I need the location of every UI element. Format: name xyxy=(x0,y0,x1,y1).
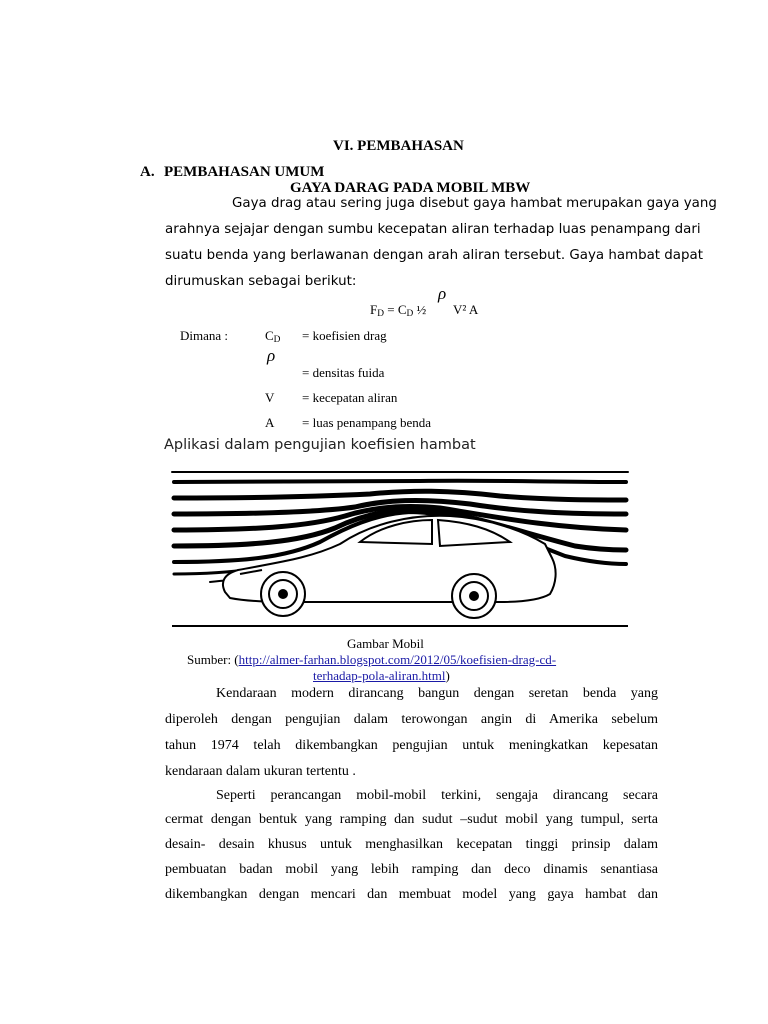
para1-line-1: Gaya drag atau sering juga disebut gaya hambat merupakan gaya yang xyxy=(232,196,717,211)
para2-line-3: tahun 1974 telah dikembangkan pengujian untuk meningkatkan kepesatan xyxy=(165,738,658,753)
definition-text: = densitas fuida xyxy=(302,365,385,380)
car-flow-figure xyxy=(170,462,632,634)
definition-symbol: A xyxy=(265,415,275,430)
figure-source-cont: terhadap-pola-aliran.html) xyxy=(313,668,450,683)
para2-line-2: diperoleh dengan pengujian dalam terowongan angin di Amerika sebelum xyxy=(165,712,658,727)
document-subtitle: GAYA DARAG PADA MOBIL MBW xyxy=(290,180,531,196)
drag-formula: $F_D = C_D$ ½ xyxy=(370,302,427,319)
source-link[interactable]: terhadap-pola-aliran.html xyxy=(313,668,446,683)
para3-line-1: Seperti perancangan mobil-mobil terkini, sengaja dirancang secara xyxy=(216,788,658,803)
para1-line-3: suatu benda yang berlawanan dengan arah aliran tersebut. Gaya hambat dapat xyxy=(165,248,703,263)
definition-symbol: $C_D$ xyxy=(265,328,281,345)
para2-line-4: kendaraan dalam ukuran tertentu . xyxy=(165,764,356,779)
figure-caption: Gambar Mobil xyxy=(347,636,424,651)
para1-line-2: arahnya sejajar dengan sumbu kecepatan aliran terhadap luas penampang dari xyxy=(165,222,701,237)
definition-text: = koefisien drag xyxy=(302,328,387,343)
definition-symbol: V xyxy=(265,390,275,405)
formula-rho: ρ xyxy=(438,284,447,303)
para1-line-4: dirumuskan sebagai berikut: xyxy=(165,274,357,289)
para3-line-2: cermat dengan bentuk yang ramping dan sudut –sudut mobil yang tumpul, serta xyxy=(165,812,658,827)
application-heading: Aplikasi dalam pengujian koefisien hambat xyxy=(164,437,476,453)
section-title: PEMBAHASAN UMUM xyxy=(164,164,325,180)
page-heading: VI. PEMBAHASAN xyxy=(333,138,464,154)
definition-text: = kecepatan aliran xyxy=(302,390,398,405)
para2-line-1: Kendaraan modern dirancang bangun dengan seretan benda yang xyxy=(216,686,658,701)
definitions-lead: Dimana : xyxy=(180,328,229,343)
para3-line-3: desain- desain khusus untuk menghasilkan kecepatan tinggi prinsip dalam xyxy=(165,837,658,852)
definition-text: = luas penampang benda xyxy=(302,415,431,430)
section-label: A. xyxy=(140,164,155,180)
definition-symbol: ρ xyxy=(267,346,276,365)
para3-line-5: dikembangkan dengan mencari dan membuat model yang gaya hambat dan xyxy=(165,887,658,902)
source-link[interactable]: http://almer-farhan.blogspot.com/2012/05/koefisien-drag-cd- xyxy=(238,652,557,667)
figure-source: Sumber: (http://almer-farhan.blogspot.com/2012/05/koefisien-drag-cd- xyxy=(187,652,557,667)
formula-rest: V² A xyxy=(453,302,479,317)
para3-line-4: pembuatan badan mobil yang lebih ramping dan deco dinamis senantiasa xyxy=(165,862,658,877)
